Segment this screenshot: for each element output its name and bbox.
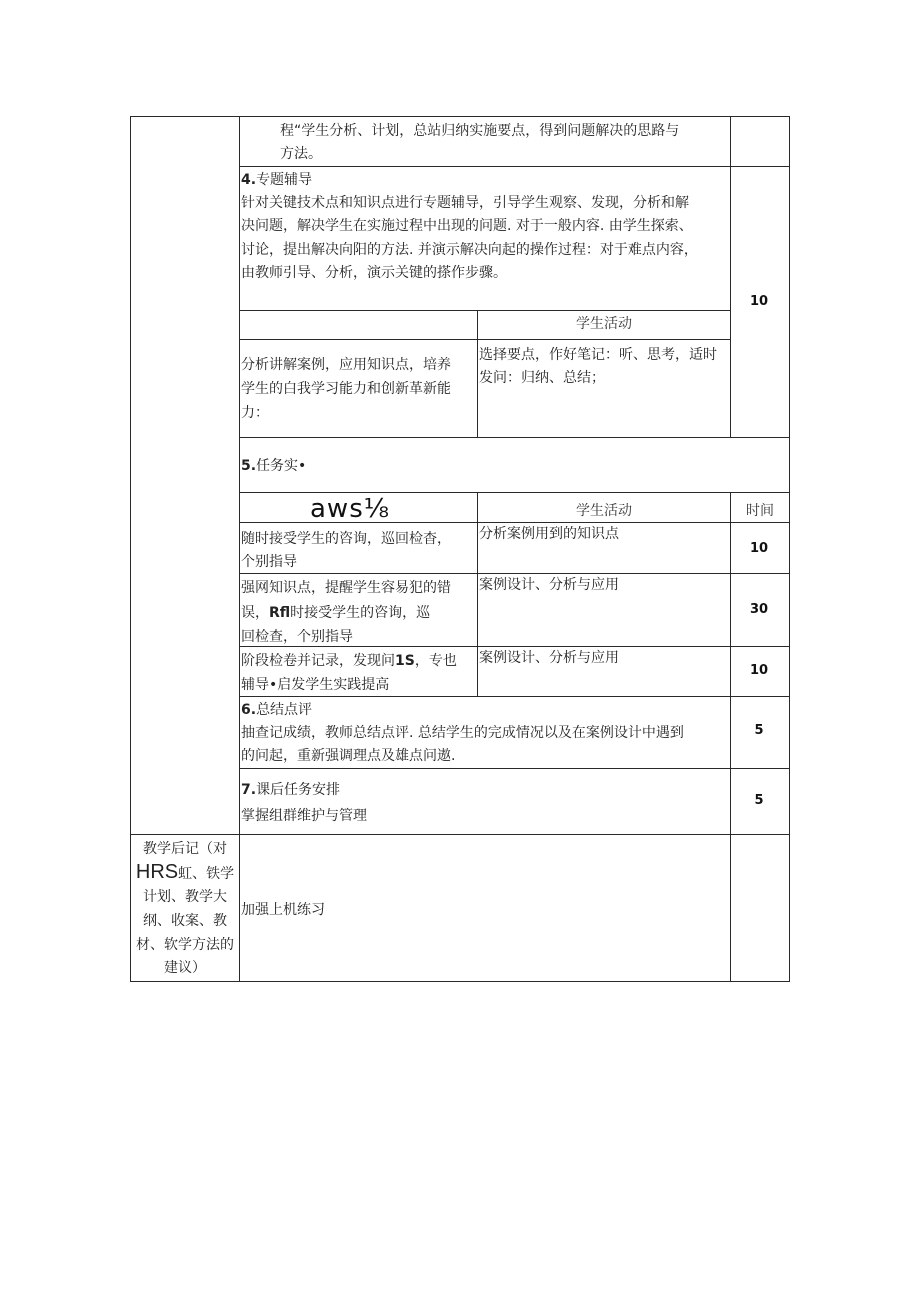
task-item-2-text-a: 误， xyxy=(241,605,269,621)
topic-guidance-title xyxy=(241,169,312,191)
homework-title-text: 课后任务安排 xyxy=(256,782,341,798)
task-title xyxy=(241,455,306,477)
task-number: 5. xyxy=(241,458,257,474)
row-divider xyxy=(239,696,790,697)
summary-title xyxy=(241,699,312,721)
topic-guidance-title-text: 专题辅导 xyxy=(256,172,313,188)
task-item-2-teacher-line-1: 强网知识点，提醒学生容易犯的错 xyxy=(241,580,451,596)
postscript-label-line-3: 计划、教学大 xyxy=(143,889,227,905)
row-divider xyxy=(239,492,790,493)
task-item-1-time: 10 xyxy=(749,541,769,556)
topic-teacher-activity-line-2: 学生的白我学习能力和创新革新能 xyxy=(241,381,451,397)
postscript-label-text-b: 虹、铁学 xyxy=(178,866,235,882)
postscript-label-line-4: 纲、收案、教 xyxy=(143,913,227,929)
task-item-3-text-c: ，专也 xyxy=(414,653,457,669)
row-divider xyxy=(239,768,790,769)
task-item-2-teacher-line-2 xyxy=(241,602,477,624)
topic-teacher-activity-line-1: 分析讲解案例，应用知识点，培养 xyxy=(241,357,451,373)
task-item-2-time: 30 xyxy=(749,602,769,617)
table-border-right xyxy=(789,116,790,982)
table-border-bottom xyxy=(130,981,790,982)
row-divider xyxy=(239,166,790,167)
row-divider xyxy=(239,437,790,438)
topic-guidance-number: 4. xyxy=(241,172,257,188)
postscript-label-line-5: 材、软学方法的 xyxy=(136,937,234,953)
postscript-label-line-2 xyxy=(131,861,239,885)
homework-time: 5 xyxy=(754,793,764,808)
topic-guidance-time: 10 xyxy=(749,294,769,309)
summary-time: 5 xyxy=(754,723,764,738)
postscript-label-line-6: 建议） xyxy=(164,960,206,976)
summary-number: 6. xyxy=(241,702,257,718)
row-divider xyxy=(239,310,730,311)
topic-guidance-line-4: 由教师引导、分析，演示关键的搽作步骤。 xyxy=(241,265,507,281)
topic-guidance-line-2: 决问题，解决学生在实施过程中出现的问题. 对于一般内容. 由学生探索、 xyxy=(241,218,693,234)
task-item-3-teacher-line-1 xyxy=(241,650,477,672)
homework-line-1: 掌握组群维护与管理 xyxy=(241,808,367,824)
homework-number: 7. xyxy=(241,782,257,798)
topic-guidance-line-1: 针对关键技术点和知识点进行专题辅导，引导学生观察、发现，分析和解 xyxy=(241,195,689,211)
task-teacher-activity-header: aws⅛ xyxy=(310,494,390,524)
postscript-content: 加强上机练习 xyxy=(241,902,325,918)
task-item-3-teacher-line-2: 辅导•启发学生实践提高 xyxy=(241,677,390,693)
postscript-label-text-a: HRS xyxy=(135,861,179,883)
topic-guidance-line-3: 讨论，提出解决向阳的方法. 并演示解决向起的操作过程：对于难点内容， xyxy=(241,242,698,258)
task-item-2-student: 案例设计、分析与应用 xyxy=(479,577,619,593)
topic-student-activity-header: 学生活动 xyxy=(576,316,632,332)
row-divider xyxy=(239,339,730,340)
task-title-text: 任务实• xyxy=(256,458,307,474)
task-item-1-student: 分析案例用到的知识点 xyxy=(479,526,619,542)
topic-teacher-activity-line-3: 力： xyxy=(241,405,269,421)
row-divider xyxy=(130,834,790,835)
column-divider-label xyxy=(239,116,240,982)
task-item-3-text-b: 1S xyxy=(395,653,415,669)
task-item-2-teacher-line-3: 回检查，个别指导 xyxy=(241,629,353,645)
task-time-header: 时间 xyxy=(746,503,774,519)
task-item-1-teacher-line-1: 随时接受学生的咨询，巡回检杳， xyxy=(241,531,451,547)
homework-title xyxy=(241,779,340,801)
summary-line-2: 的问起，重新强调理点及雄点问遨. xyxy=(241,748,456,764)
task-item-3-time: 10 xyxy=(749,663,769,678)
task-item-3-student: 案例设计、分析与应用 xyxy=(479,650,619,666)
continuation-line-2: 方法。 xyxy=(280,146,322,162)
table-border-top xyxy=(130,116,790,117)
continuation-line-1: 程“学生分析、计划，总站归纳实施要点，得到问题解决的思路与 xyxy=(280,123,680,139)
task-item-2-text-b: Rfl xyxy=(269,605,291,621)
postscript-label-line-1: 教学后记（对 xyxy=(143,841,227,857)
summary-line-1: 抽查记成绩，教师总结点评. 总结学生的完成情况以及在案例设计中遇到 xyxy=(241,725,684,741)
topic-student-activity-line-2: 发问：归纳、总结； xyxy=(479,370,605,386)
task-item-3-text-a: 阶段检卷并记录，发现问 xyxy=(241,653,395,669)
task-item-1-teacher-line-2: 个别指导 xyxy=(241,554,297,570)
task-student-activity-header: 学生活动 xyxy=(576,503,632,519)
summary-title-text: 总结点评 xyxy=(256,702,313,718)
topic-student-activity-line-1: 选择要点，作好笔记：听、思考，适时 xyxy=(479,347,717,363)
task-item-2-text-c: 时接受学生的咨询，巡 xyxy=(290,605,431,621)
